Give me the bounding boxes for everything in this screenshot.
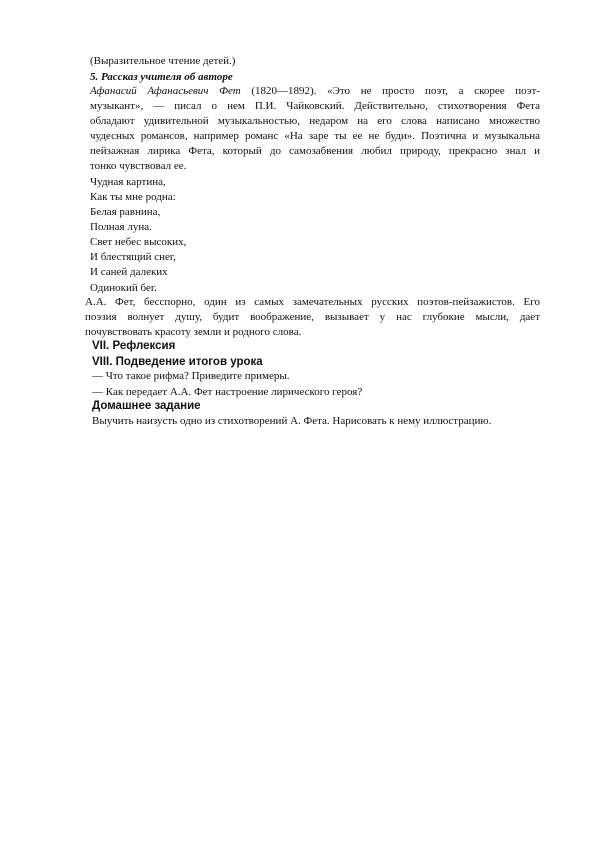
poem-line: Свет небес высоких, bbox=[90, 236, 187, 248]
paragraph-line: тонко чувствовал ее. bbox=[90, 160, 187, 172]
paragraph-line: музыкант», — писал о нем П.И. Чайковский. Действительно, стихотворения Фета bbox=[90, 100, 540, 112]
closing-line: поэзия волнует душу, будит воображение, вызывает у нас глубокие мысли, дает bbox=[85, 311, 540, 323]
closing-line: почувствовать красоту земли и родного слова. bbox=[85, 326, 302, 338]
poem-line: Полная луна. bbox=[90, 221, 152, 233]
poem-line: И блестящий снег, bbox=[90, 251, 176, 263]
homework-title: Домашнее задание bbox=[92, 400, 201, 412]
section-5-title: 5. Рассказ учителя об авторе bbox=[90, 71, 233, 83]
homework-text: Выучить наизусть одно из стихотворений А. Фета. Нарисовать к нему иллюстрацию. bbox=[92, 415, 492, 427]
section-8-title: VIII. Подведение итогов урока bbox=[92, 356, 263, 368]
poem-line: И саней далеких bbox=[90, 266, 168, 278]
paragraph-text: (1820—1892). «Это не просто поэт, а скорее поэт- bbox=[251, 85, 541, 97]
poem-line: Как ты мне родна: bbox=[90, 191, 176, 203]
poem-line: Одинокий бег. bbox=[90, 282, 157, 294]
intro-line: (Выразительное чтение детей.) bbox=[90, 55, 236, 67]
closing-line: А.А. Фет, бесспорно, один из самых замечательных русских поэтов-пейзажистов. Его bbox=[85, 296, 540, 308]
author-name: Афанасий Афанасьевич Фет bbox=[90, 85, 241, 97]
paragraph-line: чудесных романсов, например романс «На заре ты ее не буди». Поэтична и музыкальна bbox=[90, 130, 540, 142]
section-7-title: VII. Рефлексия bbox=[92, 340, 176, 352]
paragraph-line: пейзажная лирика Фета, который до самозабвения любил природу, прекрасно знал и bbox=[90, 145, 540, 157]
question-item: — Что такое рифма? Приведите примеры. bbox=[92, 370, 290, 382]
poem-line: Чудная картина, bbox=[90, 176, 166, 188]
question-item: — Как передает А.А. Фет настроение лирического героя? bbox=[92, 386, 363, 398]
poem-line: Белая равнина, bbox=[90, 206, 161, 218]
paragraph-line bbox=[90, 84, 540, 98]
paragraph-line: обладают удивительной музыкальностью, недаром на его слова написано множество bbox=[90, 115, 540, 127]
